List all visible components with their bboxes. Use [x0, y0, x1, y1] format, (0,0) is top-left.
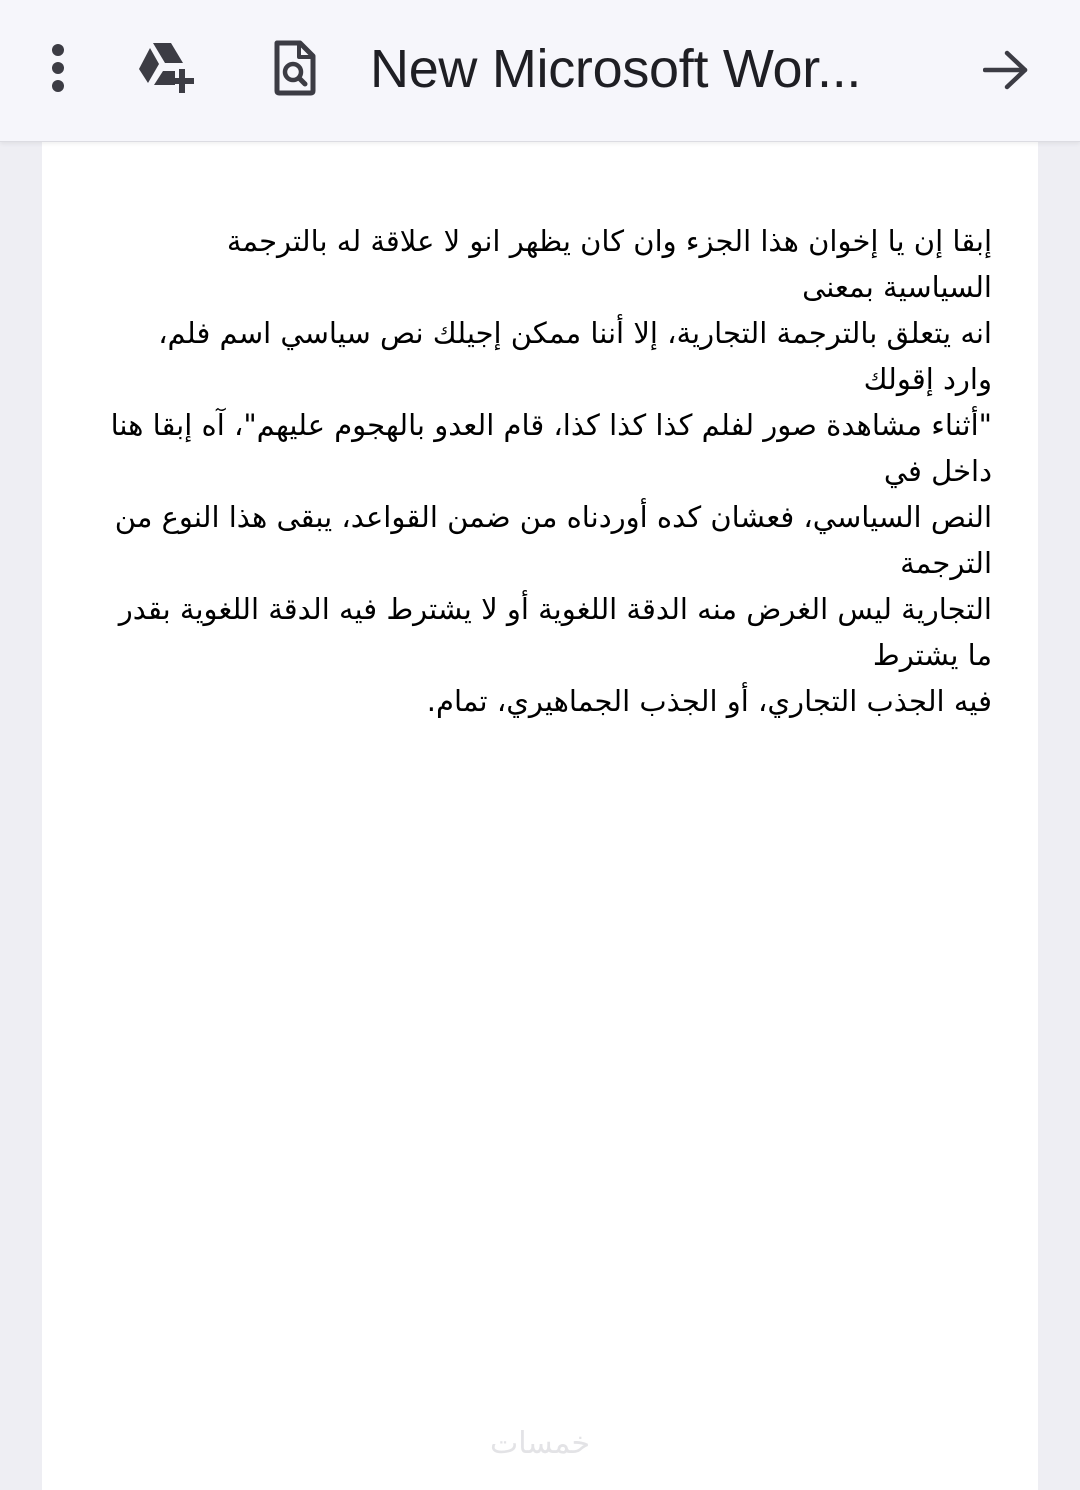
text-line: "أثناء مشاهدة صور لفلم كذا كذا كذا، قام العدو بالهجوم عليهم"، آه إبقا هنا: [110, 408, 992, 442]
text-line: انه يتعلق بالترجمة التجارية، إلا أننا ممكن إجيلك نص سياسي اسم فلم،: [158, 316, 992, 350]
text-line: النص السياسي، فعشان كده أوردناه من ضمن القواعد، يبقى هذا النوع من: [114, 500, 992, 534]
text-line: السياسية بمعنى: [802, 270, 992, 304]
open-forward-button[interactable]: [972, 38, 1040, 102]
watermark-logo: خمسات: [489, 1426, 591, 1461]
document-search-icon: [272, 40, 318, 96]
document-page[interactable]: [42, 142, 1038, 1490]
text-line: ما يشترط: [872, 638, 992, 672]
arrow-forward-icon: [983, 50, 1029, 90]
text-line: التجارية ليس الغرض منه الدقة اللغوية أو لا يشترط فيه الدقة اللغوية بقدر: [118, 592, 992, 626]
text-line: فيه الجذب التجاري، أو الجذب الجماهيري، تمام.: [426, 684, 992, 718]
text-line: وارد إقولك: [863, 362, 992, 396]
more-vert-icon: [48, 42, 68, 94]
text-line: الترجمة: [900, 546, 992, 580]
add-to-drive-button[interactable]: [130, 34, 206, 102]
document-preview-button[interactable]: [262, 34, 328, 102]
document-title: New Microsoft Wor...: [370, 39, 862, 99]
document-text: [88, 218, 992, 724]
text-line: إبقا إن يا إخوان هذا الجزء وان كان يظهر انو لا علاقة له بالترجمة: [226, 224, 992, 258]
add-to-drive-icon: [137, 41, 199, 95]
viewer-toolbar: [0, 0, 1080, 142]
text-line: داخل في: [883, 454, 992, 488]
more-options-button[interactable]: [28, 36, 88, 100]
